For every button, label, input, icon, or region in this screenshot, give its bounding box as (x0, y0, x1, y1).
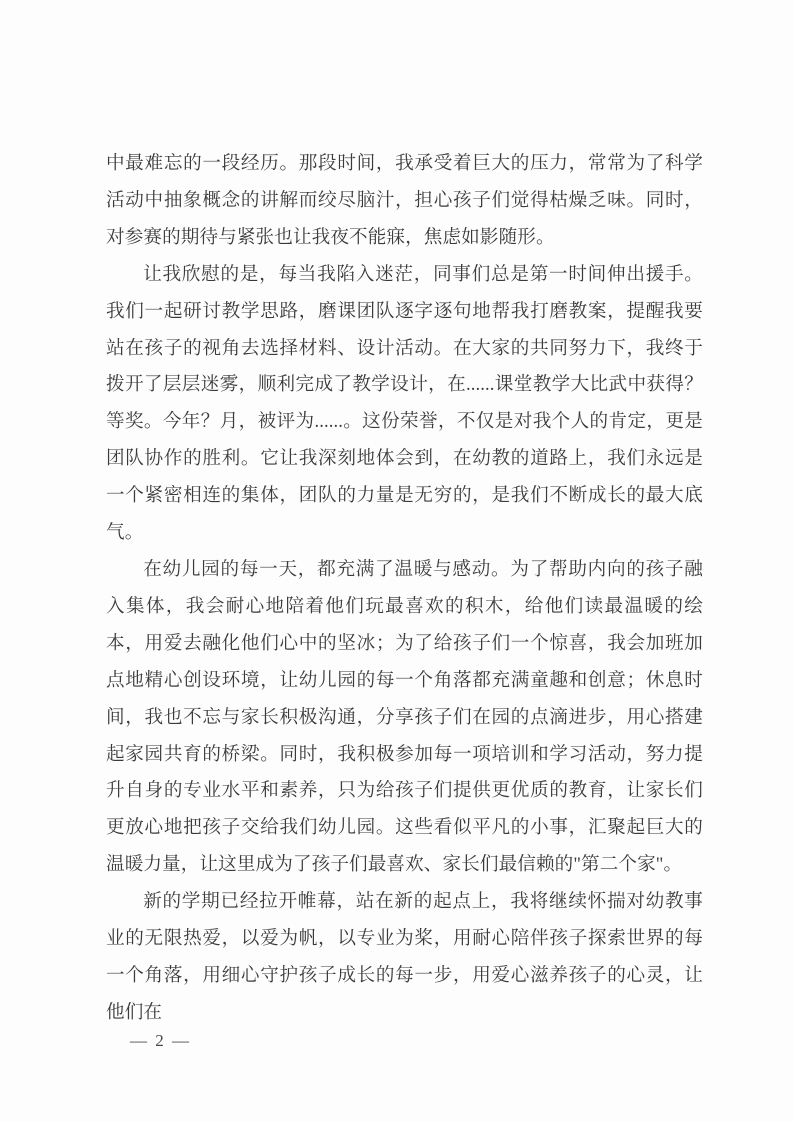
paragraph-continuation: 中最难忘的一段经历。那段时间，我承受着巨大的压力，常常为了科学活动中抽象概念的讲解而绞尽脑汁，担心孩子们觉得枯燥乏味。同时，对参赛的期待与紧张也让我夜不能寐，焦虑如影随形。 (106, 153, 703, 248)
document-text-block (106, 146, 703, 1032)
paragraph: 让我欣慰的是，每当我陷入迷茫，同事们总是第一时间伸出援手。我们一起研讨教学思路，磨课团队逐字逐句地帮我打磨教案，提醒我要站在孩子的视角去选择材料、设计活动。在大家的共同努力下，我终于拨开了层层迷雾，顺利完成了教学设计，在......课堂教学大比武中获得？等奖。今年？月，被评为......。这份荣誉，不仅是对我个人的肯定，更是团队协作的胜利。它让我深刻地体会到，在幼教的道路上，我们永远是一个紧密相连的集体，团队的力量是无穷的，是我们不断成长的最大底气。 (106, 263, 703, 544)
page-number: — 2 — (130, 1031, 191, 1050)
paragraph: 在幼儿园的每一天，都充满了温暖与感动。为了帮助内向的孩子融入集体，我会耐心地陪着他们玩最喜欢的积木，给他们读最温暖的绘本，用爱去融化他们心中的坚冰；为了给孩子们一个惊喜，我会加班加点地精心创设环境，让幼儿园的每一个角落都充满童趣和创意；休息时间，我也不忘与家长积极沟通，分享孩子们在园的点滴进步，用心搭建起家园共育的桥梁。同时，我积极参加每一项培训和学习活动，努力提升自身的专业水平和素养，只为给孩子们提供更优质的教育，让家长们更放心地把孩子交给我们幼儿园。这些看似平凡的小事，汇聚起巨大的温暖力量，让这里成为了孩子们最喜欢、家长们最信赖的"第二个家"。 (106, 558, 703, 876)
paragraph: 新的学期已经拉开帷幕，站在新的起点上，我将继续怀揣对幼教事业的无限热爱，以爱为帆，以专业为桨，用耐心陪伴孩子探索世界的每一个角落，用细心守护孩子成长的每一步，用爱心滋养孩子的心灵，让他们在 (106, 891, 703, 1023)
